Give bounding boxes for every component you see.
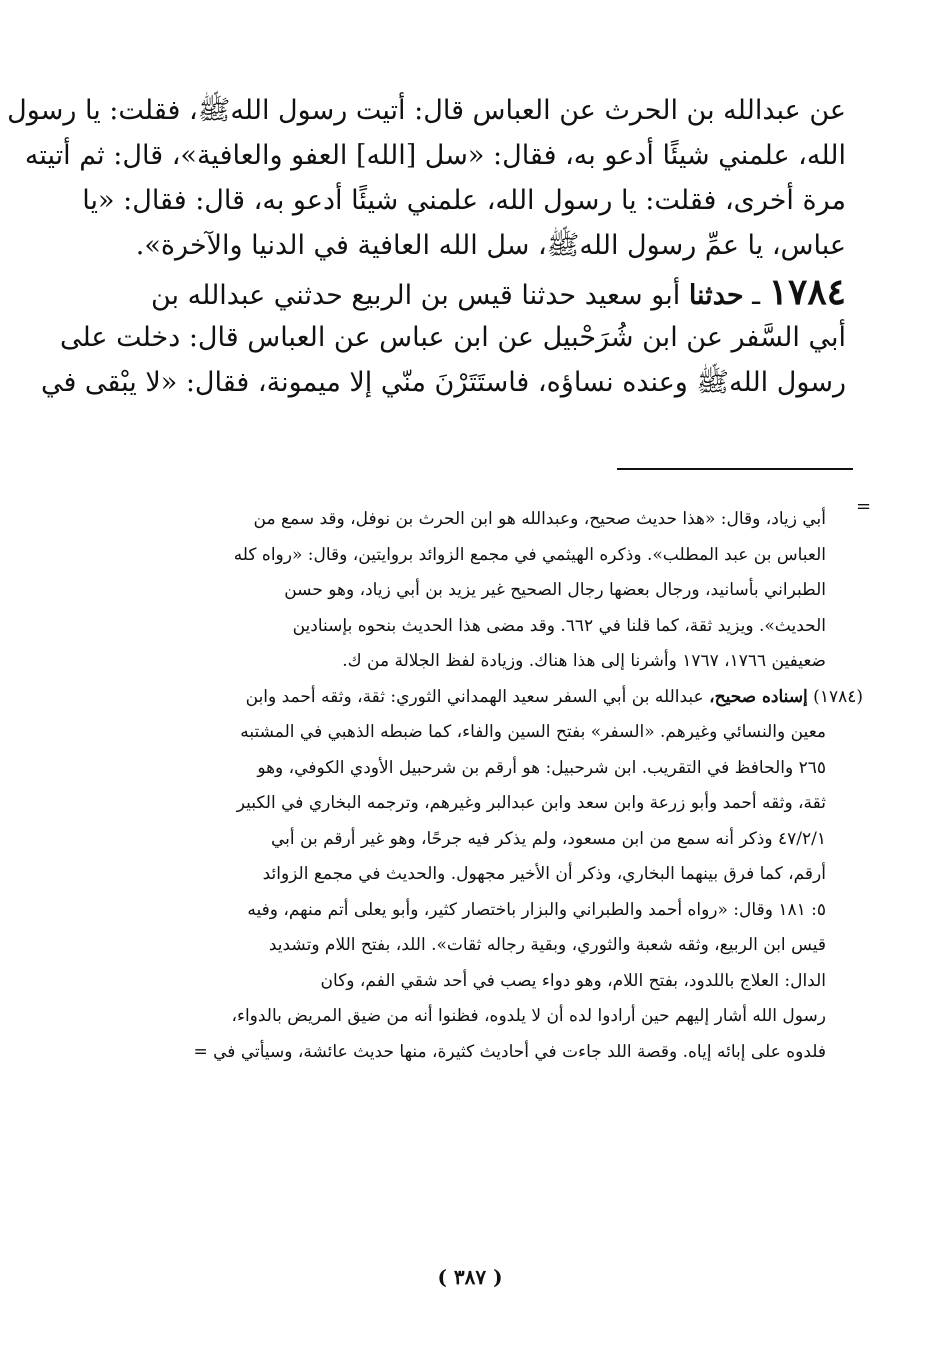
hadith-opening: حدثنا	[688, 280, 744, 311]
footnote-line: ٥: ١٨١ وقال: «رواه أحمد والطبراني والبزار باختصار كثير، وأبو يعلى أتم منهم، وفيه	[247, 899, 826, 920]
page-number: ( ٣٨٧ )	[437, 1265, 503, 1289]
main-text	[7, 88, 846, 405]
footnote-line: الطبراني بأسانيد، ورجال بعضها رجال الصحيح غير يزيد بن أبي زياد، وهو حسن	[284, 580, 826, 600]
footnote-line: الحديث». ويزيد ثقة، كما قلنا في ٦٦٢. وقد مضى هذا الحديث بنحوه بإسنادين	[292, 615, 826, 636]
footnote-line: معين والنسائي وغيرهم. «السفر» بفتح السين والفاء، كما ضبطه الذهبي في المشتبه	[240, 722, 826, 742]
footnote-line: ثقة، وثقه أحمد وأبو زرعة وابن سعد وابن عبدالبر وغيرهم، وترجمه البخاري في الكبير	[236, 793, 826, 813]
footnote-separator	[617, 468, 853, 470]
main-text-line: عباس، يا عمِّ رسول اللهﷺ، سل الله العافية في الدنيا والآخرة».	[135, 230, 846, 261]
footnotes	[113, 502, 863, 1070]
footnote-line: الدال: العلاج باللدود، بفتح اللام، وهو دواء يصب في أحد شقي الفم، وكان	[320, 970, 826, 991]
footnote-line: قيس ابن الربيع، وثقه شعبة والثوري، وبقية رجاله ثقات». اللد، بفتح اللام وتشديد	[268, 935, 826, 955]
hadith-number: ١٧٨٤	[768, 271, 846, 313]
footnote-line: ضعيفين ١٧٦٦، ١٧٦٧ وأشرنا إلى هذا هناك. وزيادة لفظ الجلالة من ك.	[342, 651, 826, 671]
footnote-line: أرقم، كما فرق بينهما البخاري، وذكر أن الأخير مجهول. والحديث في مجمع الزوائد	[262, 864, 826, 884]
continuation-mark: =	[856, 496, 872, 517]
footnote-line: العباس بن عبد المطلب». وذكره الهيثمي في مجمع الزوائد بروايتين، وقال: «رواه كله	[233, 544, 826, 565]
footnote-heading: إسناده صحيح،	[709, 686, 808, 707]
footnote-line: ٤٧/٢/١ وذكر أنه سمع من ابن مسعود، ولم يذكر فيه جرحًا، وهو غير أرقم بن أبي	[270, 828, 826, 849]
main-text-line: عن عبدالله بن الحرث عن العباس قال: أتيت رسول اللهﷺ، فقلت: يا رسول	[7, 95, 846, 126]
footnote-first-line-text: عبدالله بن أبي السفر سعيد الهمداني الثوري: ثقة، وثقه أحمد وابن	[245, 686, 710, 707]
footnote-line: فلدوه على إبائه إياه. وقصة اللد جاءت في أحاديث كثيرة، منها حديث عائشة، وسيأتي في =	[193, 1041, 826, 1062]
footnote-ref: (١٧٨٤)	[807, 686, 863, 707]
hadith-first-line	[130, 270, 846, 315]
hadith-dash: ـ	[743, 280, 769, 311]
footnote-line: ٢٦٥ والحافظ في التقريب. ابن شرحبيل: هو أرقم بن شرحبيل الأودي الكوفي، وهو	[257, 757, 826, 778]
main-text-line: الله، علمني شيئًا أدعو به، فقال: «سل [الله] العفو والعافية»، قال: ثم أتيته	[24, 140, 846, 171]
hadith-line: أبي السَّفر عن ابن شُرَحْبيل عن ابن عباس عن العباس قال: دخلت على	[59, 322, 846, 353]
footnote-line: رسول الله أشار إليهم حين أرادوا لده أن لا يلدوه، فظنوا أنه من ضيق المريض بالدواء،	[231, 1006, 826, 1026]
main-text-line: مرة أخرى، فقلت: يا رسول الله، علمني شيئًا أدعو به، قال: فقال: «يا	[82, 185, 846, 216]
hadith-first-line-text: أبو سعيد حدثنا قيس بن الربيع حدثني عبدالله بن	[151, 280, 689, 311]
footnote-line: أبي زياد، وقال: «هذا حديث صحيح، وعبدالله هو ابن الحرث بن نوفل، وقد سمع من	[253, 509, 826, 529]
footnote-1784-first-line	[113, 680, 863, 716]
hadith-line: رسول اللهﷺ وعنده نساؤه، فاستَتَرْنَ منّي إلا ميمونة، فقال: «لا يبْقى في	[40, 367, 846, 398]
